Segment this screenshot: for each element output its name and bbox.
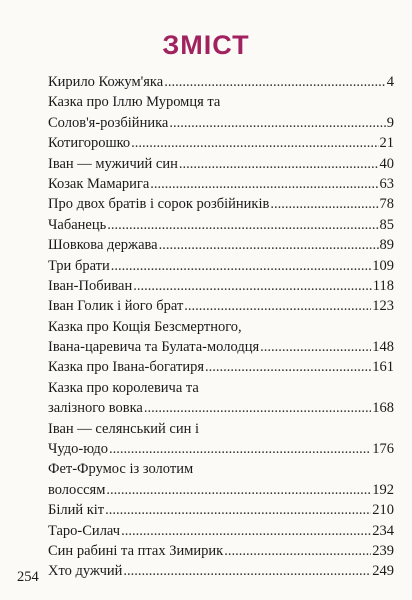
dot-leader: [111, 256, 372, 276]
toc-entry: [48, 541, 394, 561]
toc-entry: [48, 215, 394, 235]
toc-entry-page: 78: [379, 196, 394, 213]
toc-entry-title: Кирило Кожум'яка: [48, 74, 164, 90]
toc-entry-title: Козак Мамарига: [48, 175, 150, 192]
toc-entry-title: Казка про Кощія Безсмертного,: [48, 318, 242, 335]
toc-entry-title: Білий кіт: [48, 502, 105, 519]
toc-entry-page: 176: [372, 441, 394, 458]
toc-entry: [48, 276, 394, 296]
dot-leader: [105, 500, 371, 520]
dot-leader: [270, 194, 378, 214]
dot-leader: [224, 541, 371, 561]
toc-entry: [48, 561, 394, 581]
toc-entry-title: Іван-Побиван: [48, 277, 133, 294]
dot-leader: [159, 235, 379, 255]
dot-leader: [106, 480, 371, 500]
toc-entry-page: 40: [379, 155, 394, 172]
toc-entry-title: волоссям: [48, 481, 106, 498]
toc-entry-title: Фет-Фрумос із золотим: [48, 461, 194, 478]
toc-entry-page: 210: [372, 502, 394, 519]
page-title: ЗМІСТ: [162, 30, 250, 60]
toc-entry-page: 148: [372, 339, 394, 356]
toc-entry-title: Іван Голик і його брат: [48, 298, 184, 315]
dot-leader: [150, 174, 378, 194]
toc-entry-page: 123: [372, 298, 394, 315]
dot-leader: [164, 72, 386, 92]
toc-entry-title: Три брати: [48, 257, 110, 274]
toc-entry: [48, 72, 394, 92]
toc-entry-page: 192: [372, 481, 394, 498]
toc-entry-title: Казка про королевича та: [48, 379, 199, 396]
toc-entry-title: Котигорошко: [48, 135, 131, 152]
toc-entry-title: Казка про Івана-богатиря: [48, 359, 205, 376]
toc-entry: [48, 459, 394, 479]
toc-entry-page: 168: [372, 400, 394, 417]
toc-entry-page: 9: [386, 114, 394, 131]
dot-leader: [131, 133, 378, 153]
toc-entry: [48, 296, 394, 316]
dot-leader: [123, 561, 371, 581]
toc-entry: [48, 92, 394, 112]
table-of-contents: [48, 72, 394, 582]
dot-leader: [179, 154, 379, 174]
toc-entry-page: 249: [372, 563, 394, 580]
toc-entry-title: Син рабині та птах Зимирик: [48, 542, 224, 559]
toc-entry-page: 21: [379, 135, 394, 152]
toc-entry-title: Хто дужчий: [48, 563, 123, 580]
toc-entry-title: Чудо-юдо: [48, 441, 108, 458]
toc-entry-title: Про двох братів і сорок розбійників: [48, 196, 270, 213]
toc-entry-title: Казка про Іллю Муромця та: [48, 94, 221, 111]
toc-entry-title: Шовкова держава: [48, 237, 158, 254]
toc-entry: [48, 194, 394, 214]
toc-entry-title: Івана-царевича та Булата-молодця: [48, 339, 260, 356]
toc-entry-page: 161: [372, 359, 394, 376]
toc-entry: [48, 133, 394, 153]
toc-entry: [48, 500, 394, 520]
toc-entry-page: 85: [379, 216, 394, 233]
dot-leader: [144, 398, 371, 418]
toc-entry-continuation: [48, 337, 394, 357]
toc-entry-title: Іван — мужичий син: [48, 155, 178, 172]
toc-entry-continuation: [48, 480, 394, 500]
toc-entry-page: 118: [372, 277, 394, 294]
toc-entry: [48, 317, 394, 337]
toc-entry: [48, 235, 394, 255]
dot-leader: [121, 521, 371, 541]
toc-entry: [48, 256, 394, 276]
toc-entry-continuation: [48, 398, 394, 418]
dot-leader: [205, 357, 371, 377]
toc-entry-page: 4: [386, 74, 394, 90]
dot-leader: [184, 296, 371, 316]
page-number: 254: [17, 569, 39, 585]
toc-entry: [48, 521, 394, 541]
toc-entry: [48, 154, 394, 174]
dot-leader: [107, 215, 378, 235]
toc-entry: [48, 357, 394, 377]
toc-entry-continuation: [48, 113, 394, 133]
dot-leader: [133, 276, 372, 296]
toc-entry-title: Чабанець: [48, 216, 107, 233]
toc-entry-page: 234: [372, 522, 394, 539]
toc-entry-title: Іван — селянський син і: [48, 420, 199, 437]
toc-entry-title: Солов'я-розбійника: [48, 114, 169, 131]
toc-entry-continuation: [48, 439, 394, 459]
toc-entry: [48, 174, 394, 194]
toc-entry-page: 239: [372, 542, 394, 559]
toc-entry-page: 63: [379, 175, 394, 192]
dot-leader: [169, 113, 385, 133]
toc-entry-page: 89: [379, 237, 394, 254]
toc-entry: [48, 378, 394, 398]
dot-leader: [260, 337, 371, 357]
toc-entry-page: 109: [372, 257, 394, 274]
dot-leader: [109, 439, 371, 459]
toc-entry: [48, 419, 394, 439]
toc-entry-title: Таро-Силач: [48, 522, 121, 539]
toc-entry-title: залізного вовка: [48, 400, 143, 417]
